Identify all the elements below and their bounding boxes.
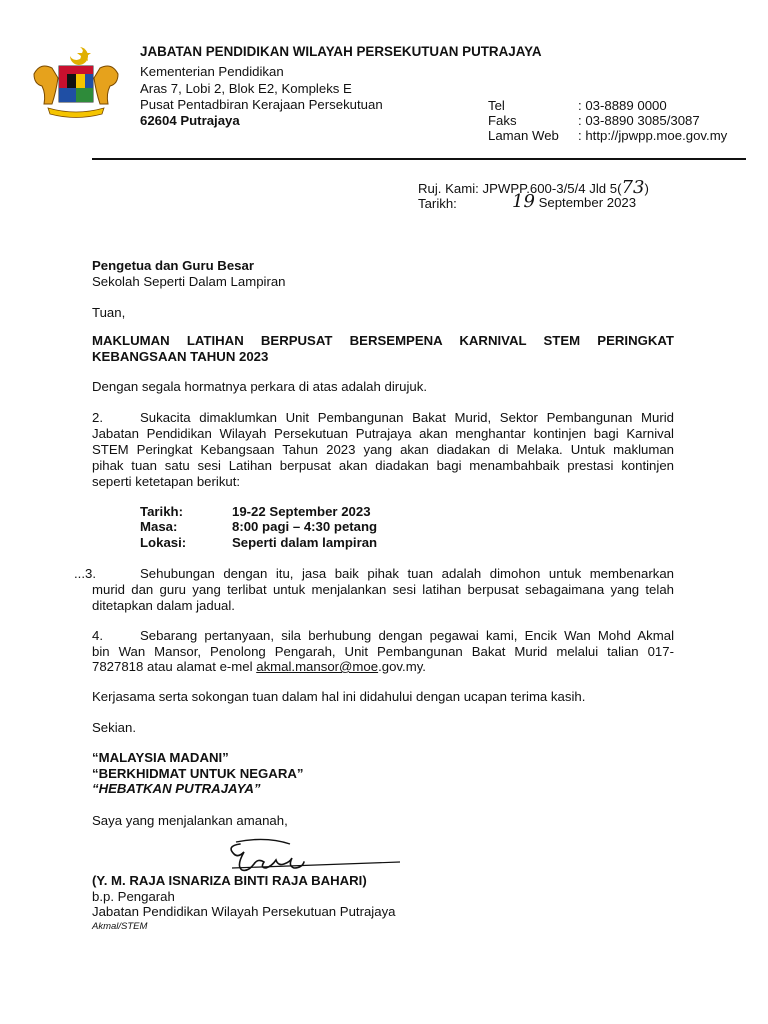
recipient-title: Pengetua dan Guru Besar — [92, 258, 254, 273]
detail-label: Tarikh: — [140, 504, 183, 519]
address-line: Aras 7, Lobi 2, Blok E2, Kompleks E — [140, 81, 352, 96]
subject-line: MAKLUMAN LATIHAN BERPUSAT BERSEMPENA KARNIVAL STEM PERINGKAT — [92, 333, 674, 348]
detail-row — [140, 504, 371, 519]
paragraph-line: Sehubungan dengan itu, jasa baik pihak tuan adalah dimohon untuk membenarkan — [140, 566, 674, 581]
email-domain: .gov.my. — [378, 659, 426, 674]
reference-label: Ruj. Kami: — [418, 181, 479, 196]
paragraph-line: STEM Peringkat Kebangsaan Tahun 2023 yang akan diadakan di Melaka. Untuk makluman — [92, 442, 674, 457]
paragraph-line: pihak tuan satu sesi Latihan berpusat akan diadakan bagi menambahbaik prestasi kontinjen — [92, 458, 674, 473]
postcode-city: 62604 Putrajaya — [140, 113, 240, 128]
paragraph-number: 2. — [92, 410, 103, 425]
handwritten-signature — [212, 836, 402, 876]
reference-close: ) — [644, 181, 649, 196]
fax-label: Faks — [488, 113, 517, 128]
header-divider — [92, 158, 746, 160]
detail-value: 8:00 pagi – 4:30 petang — [232, 519, 378, 534]
email-link[interactable]: akmal.mansor@moe — [256, 659, 379, 674]
detail-value: Seperti dalam lampiran — [232, 535, 378, 550]
slogan: “HEBATKAN PUTRAJAYA” — [92, 781, 261, 796]
agency-name: JABATAN PENDIDIKAN WILAYAH PERSEKUTUAN PUTRAJAYA — [140, 44, 542, 59]
signatory-name: (Y. M. RAJA ISNARIZA BINTI RAJA BAHARI) — [92, 873, 367, 888]
detail-row — [140, 519, 377, 534]
signatory-capacity: b.p. Pengarah — [92, 889, 175, 904]
reference-value: JPWPP.600-3/5/4 Jld 5( — [482, 181, 622, 196]
detail-label: Masa: — [140, 519, 178, 534]
coat-of-arms-emblem — [26, 44, 126, 122]
paragraph-line — [92, 659, 426, 674]
phone-text: 7827818 atau alamat e-mel — [92, 659, 257, 674]
website-label: Laman Web — [488, 128, 559, 143]
signatory-department: Jabatan Pendidikan Wilayah Persekutuan Putrajaya — [92, 904, 396, 919]
handwritten-ref-number: 73 — [621, 177, 645, 198]
paragraph-num: 3. — [85, 566, 96, 581]
address-line: Kementerian Pendidikan — [140, 64, 284, 79]
paragraph-number: 4. — [92, 628, 103, 643]
paragraph-line: ditetapkan dalam jadual. — [92, 598, 235, 613]
amanah-line: Saya yang menjalankan amanah, — [92, 813, 288, 828]
handwritten-day: 19 — [512, 191, 535, 212]
reference-initials: Akmal/STEM — [92, 921, 148, 932]
tel-value: : 03-8889 0000 — [578, 98, 667, 113]
detail-row — [140, 535, 377, 550]
paragraph-line: bin Wan Mansor, Penolong Pengarah, Unit Pembangunan Bakat Murid melalui talian 017- — [92, 644, 674, 659]
salutation: Tuan, — [92, 305, 126, 320]
date-label: Tarikh: — [418, 196, 457, 211]
paragraph-number — [74, 566, 96, 581]
tel-label: Tel — [488, 98, 505, 113]
paragraph-line: seperti ketetapan berikut: — [92, 474, 241, 489]
paragraph-line: murid dan guru yang terlibat untuk menjalankan sesi latihan berpusat sebagaimana yang telah — [92, 582, 674, 597]
address-line: Pusat Pentadbiran Kerajaan Persekutuan — [140, 97, 383, 112]
paragraph-line: Jabatan Pendidikan Wilayah Persekutuan Putrajaya akan menghantar kontinjen bagi Karnival — [92, 426, 674, 441]
slogan: “BERKHIDMAT UNTUK NEGARA” — [92, 766, 304, 781]
slogan: “MALAYSIA MADANI” — [92, 750, 229, 765]
paragraph-line: Sebarang pertanyaan, sila berhubung dengan pegawai kami, Encik Wan Mohd Akmal — [140, 628, 674, 643]
detail-label: Lokasi: — [140, 535, 187, 550]
thanks-paragraph: Kerjasama serta sokongan tuan dalam hal ini didahului dengan ucapan terima kasih. — [92, 689, 586, 704]
detail-value: 19-22 September 2023 — [232, 504, 371, 519]
date-month-year: September 2023 — [538, 195, 637, 210]
fax-value: : 03-8890 3085/3087 — [578, 113, 700, 128]
opening-paragraph: Dengan segala hormatnya perkara di atas adalah dirujuk. — [92, 379, 428, 394]
page-continuation-mark: ... — [74, 566, 85, 581]
paragraph-line: Sukacita dimaklumkan Unit Pembangunan Bakat Murid, Sektor Pembangunan Murid — [140, 410, 674, 425]
website-value: : http://jpwpp.moe.gov.my — [578, 128, 728, 143]
subject-line: KEBANGSAAN TAHUN 2023 — [92, 349, 269, 364]
recipient-school: Sekolah Seperti Dalam Lampiran — [92, 274, 286, 289]
date-value — [512, 191, 637, 212]
closing: Sekian. — [92, 720, 136, 735]
